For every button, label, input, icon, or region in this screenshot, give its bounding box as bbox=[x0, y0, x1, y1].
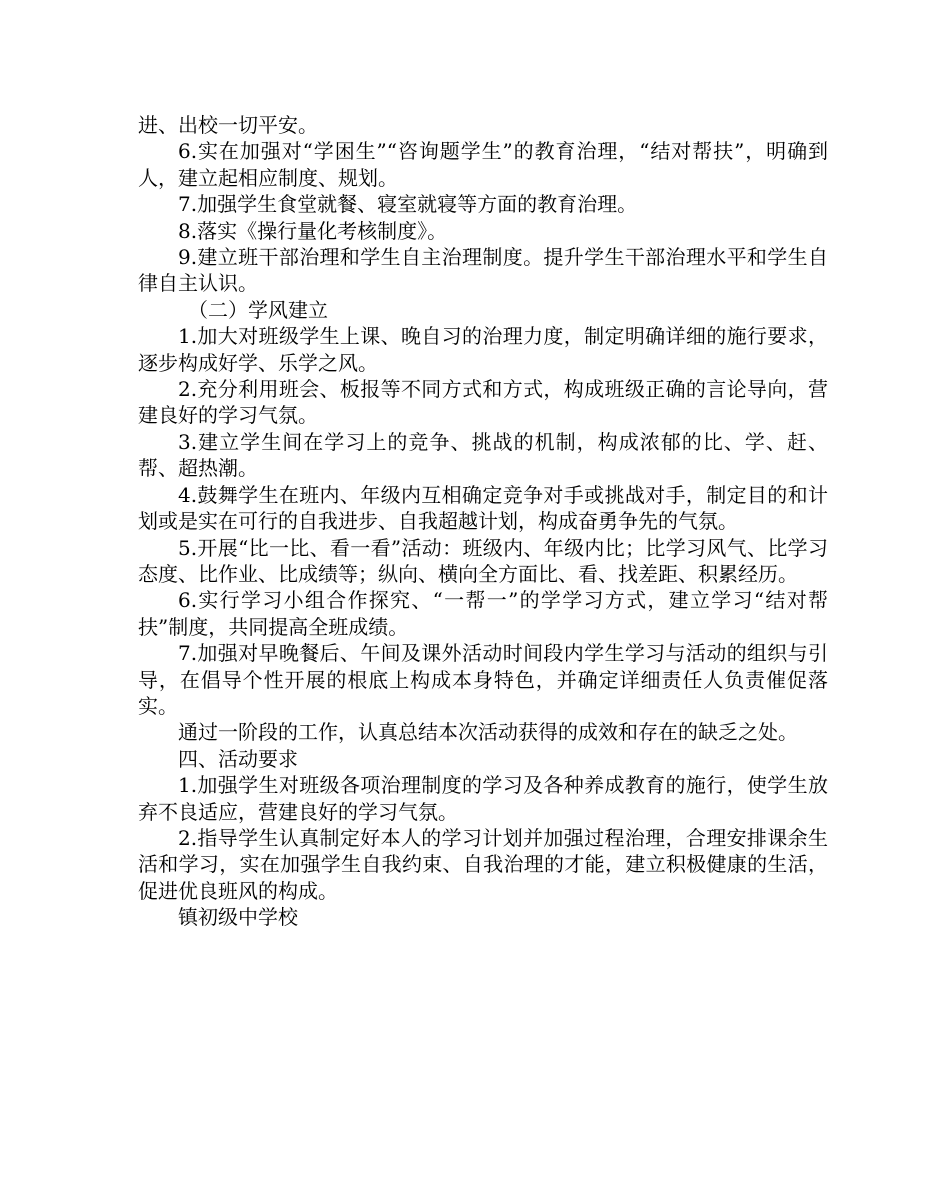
paragraph-study-item-5: 5.开展“比一比、看一看”活动：班级内、年级内比；比学习风气、比学习态度、比作业、比成绩等；纵向、横向全方面比、看、找差距、积累经历。 bbox=[138, 535, 828, 586]
paragraph-item-8: 8.落实《操行量化考核制度》。 bbox=[178, 218, 448, 243]
paragraph-study-item-1: 1.加大对班级学生上课、晚自习的治理力度，制定明确详细的施行要求，逐步构成好学、乐学之风。 bbox=[138, 324, 828, 375]
paragraph-study-item-4: 4.鼓舞学生在班内、年级内互相确定竞争对手或挑战对手，制定目的和计划或是实在可行的自我进步、自我超越计划，构成奋勇争先的气氛。 bbox=[138, 482, 828, 534]
document-page bbox=[138, 112, 828, 931]
paragraph-requirement-2: 2.指导学生认真制定好本人的学习计划并加强过程治理，合理安排课余生活和学习，实在加强学生自我约束、自我治理的才能，建立积极健康的生活，促进优良班风的构成。 bbox=[138, 825, 828, 903]
paragraph-item-6: 6.实在加强对“学困生”“咨询题学生”的教育治理，“结对帮扶”，明确到人，建立起相应制度、规划。 bbox=[138, 139, 828, 190]
section-heading-study-style: （二）学风建立 bbox=[188, 297, 328, 322]
paragraph-study-item-2: 2.充分利用班会、板报等不同方式和方式，构成班级正确的言论导向，营建良好的学习气氛。 bbox=[138, 377, 828, 428]
paragraph-item-9: 9.建立班干部治理和学生自主治理制度。提升学生干部治理水平和学生自律自主认识。 bbox=[138, 245, 828, 296]
paragraph-study-item-7: 7.加强对早晚餐后、午间及课外活动时间段内学生学习与活动的组织与引导，在倡导个性开展的根底上构成本身特色，并确定详细责任人负责催促落实。 bbox=[138, 641, 828, 718]
paragraph-requirement-1: 1.加强学生对班级各项治理制度的学习及各种养成教育的施行，使学生放弃不良适应，营建良好的学习气氛。 bbox=[138, 773, 828, 824]
paragraph-item-7: 7.加强学生食堂就餐、寝室就寝等方面的教育治理。 bbox=[178, 192, 638, 217]
paragraph-study-item-6: 6.实行学习小组合作探究、“一帮一”的学学习方式，建立学习“结对帮扶”制度，共同提高全班成绩。 bbox=[138, 588, 828, 639]
paragraph-summary: 通过一阶段的工作，认真总结本次活动获得的成效和存在的缺乏之处。 bbox=[178, 720, 798, 745]
paragraph-study-item-3: 3.建立学生间在学习上的竞争、挑战的机制，构成浓郁的比、学、赶、帮、超热潮。 bbox=[138, 429, 828, 481]
section-heading-requirements: 四、活动要求 bbox=[178, 746, 298, 771]
signature-school-name: 镇初级中学校 bbox=[178, 905, 298, 930]
paragraph-continuation: 进、出校一切平安。 bbox=[138, 113, 318, 137]
